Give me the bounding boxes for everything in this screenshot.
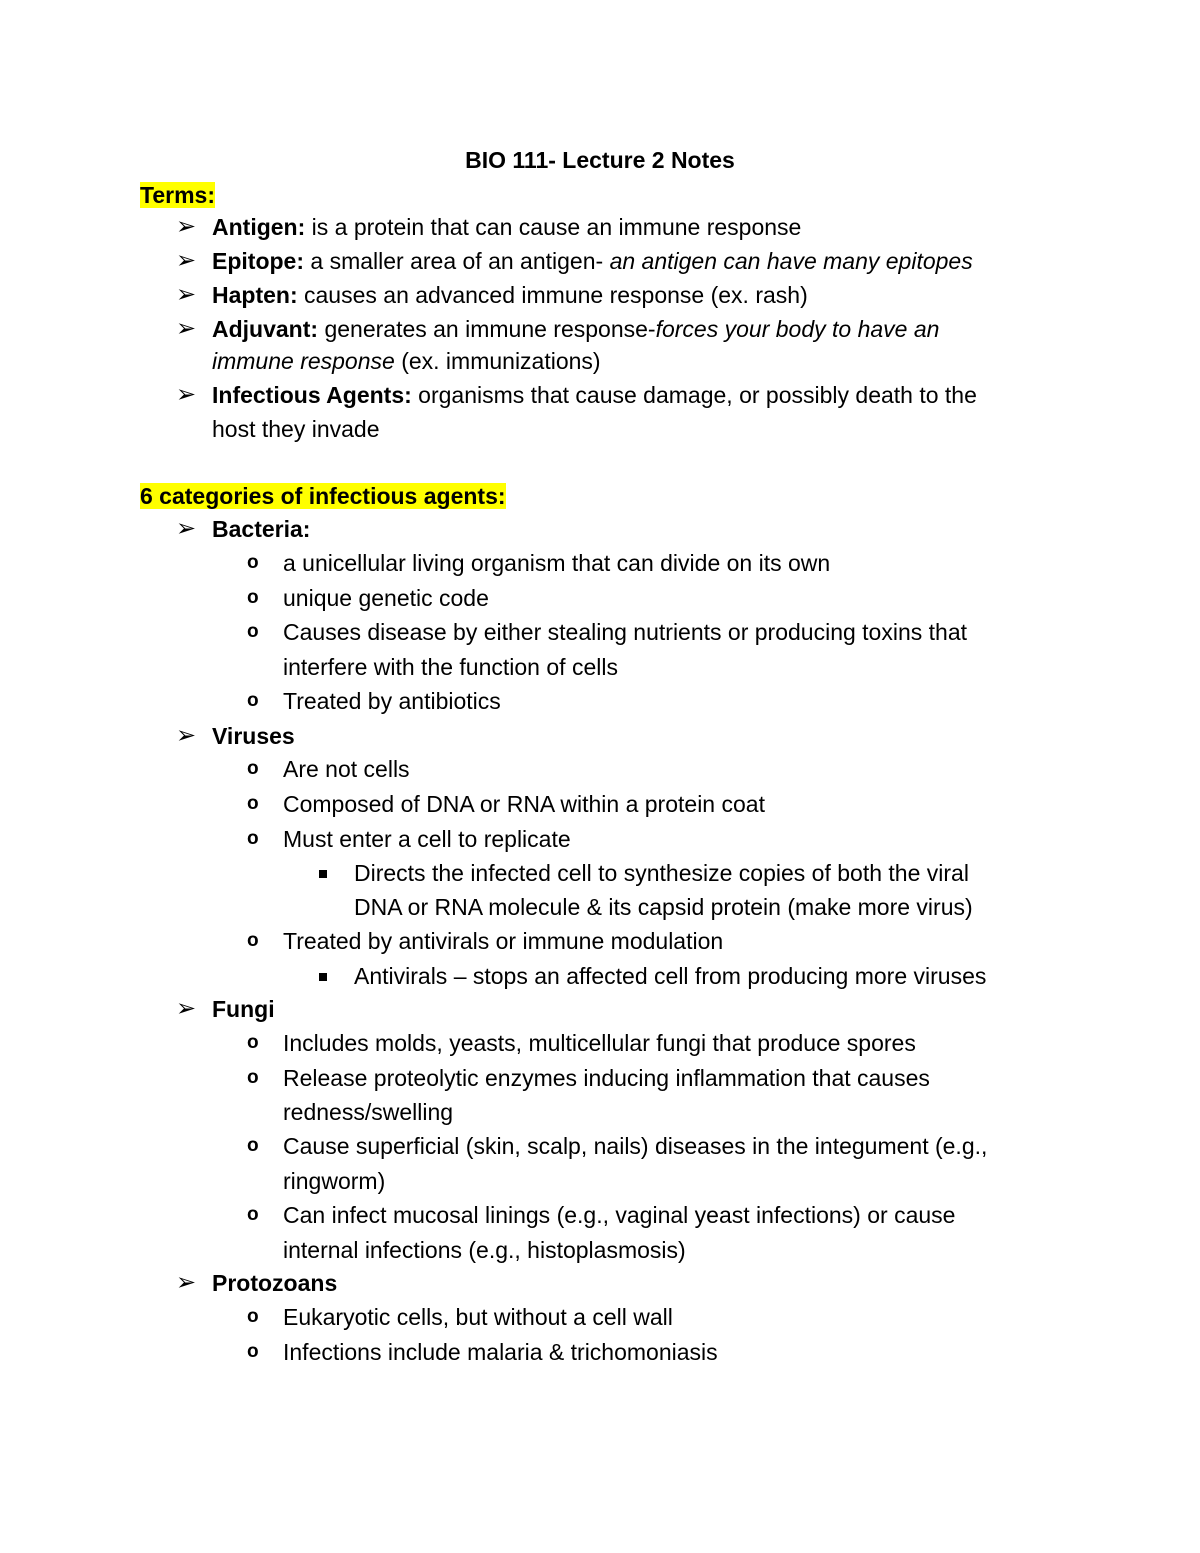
circle-bullet-icon: o: [247, 1341, 259, 1362]
list-item: Treated by antivirals or immune modulation: [283, 928, 724, 954]
arrow-bullet-icon: ➢: [176, 315, 197, 342]
circle-bullet-icon: o: [247, 828, 259, 849]
list-item: Treated by antibiotics: [283, 688, 501, 714]
list-item: Are not cells: [283, 756, 410, 782]
list-item: Includes molds, yeasts, multicellular fungi that produce spores: [283, 1030, 916, 1056]
list-item: Cause superficial (skin, scalp, nails) diseases in the integument (e.g.,: [283, 1133, 988, 1159]
list-item: Must enter a cell to replicate: [283, 826, 571, 852]
list-item: Release proteolytic enzymes inducing inflammation that causes: [283, 1065, 930, 1091]
arrow-bullet-icon: ➢: [176, 722, 197, 749]
list-item: Infections include malaria & trichomoniasis: [283, 1339, 718, 1365]
arrow-bullet-icon: ➢: [176, 381, 197, 408]
arrow-bullet-icon: ➢: [176, 247, 197, 274]
term-infectious-agents-cont: host they invade: [212, 416, 380, 442]
fungi-label: Fungi: [212, 996, 275, 1022]
terms-heading-text: Terms:: [140, 182, 215, 208]
list-item: Causes disease by either stealing nutrients or producing toxins that: [283, 619, 968, 645]
circle-bullet-icon: o: [247, 758, 259, 779]
arrow-bullet-icon: ➢: [176, 281, 197, 308]
viruses-label: Viruses: [212, 723, 295, 749]
page-title: BIO 111- Lecture 2 Notes: [465, 147, 735, 173]
list-item: interfere with the function of cells: [283, 654, 618, 680]
bacteria-label: Bacteria:: [212, 516, 311, 542]
circle-bullet-icon: o: [247, 552, 259, 573]
square-bullet-icon: [319, 870, 327, 878]
circle-bullet-icon: o: [247, 1032, 259, 1053]
categories-heading-text: 6 categories of infectious agents:: [140, 483, 506, 509]
term-antigen: Antigen: is a protein that can cause an immune response: [212, 214, 802, 240]
term-hapten: Hapten: causes an advanced immune response (ex. rash): [212, 282, 808, 308]
protozoans-label: Protozoans: [212, 1270, 338, 1296]
term-epitope: Epitope: a smaller area of an antigen- an antigen can have many epitopes: [212, 248, 973, 274]
circle-bullet-icon: o: [247, 930, 259, 951]
circle-bullet-icon: o: [247, 1204, 259, 1225]
list-item: a unicellular living organism that can divide on its own: [283, 550, 831, 576]
list-item: Eukaryotic cells, but without a cell wall: [283, 1304, 673, 1330]
circle-bullet-icon: o: [247, 587, 259, 608]
list-item: redness/swelling: [283, 1099, 454, 1125]
arrow-bullet-icon: ➢: [176, 213, 197, 240]
circle-bullet-icon: o: [247, 793, 259, 814]
term-adjuvant: Adjuvant: generates an immune response-forces your body to have an: [212, 316, 940, 342]
term-adjuvant-cont: immune response (ex. immunizations): [212, 348, 601, 374]
square-bullet-icon: [319, 973, 327, 981]
list-item: Antivirals – stops an affected cell from producing more viruses: [354, 963, 987, 989]
circle-bullet-icon: o: [247, 690, 259, 711]
list-item: DNA or RNA molecule & its capsid protein (make more virus): [354, 894, 973, 920]
list-item: Directs the infected cell to synthesize copies of both the viral: [354, 860, 969, 886]
circle-bullet-icon: o: [247, 1067, 259, 1088]
list-item: unique genetic code: [283, 585, 489, 611]
list-item: Composed of DNA or RNA within a protein coat: [283, 791, 765, 817]
circle-bullet-icon: o: [247, 1306, 259, 1327]
list-item: internal infections (e.g., histoplasmosis): [283, 1237, 686, 1263]
categories-heading: [140, 481, 506, 511]
terms-heading: [140, 180, 215, 210]
arrow-bullet-icon: ➢: [176, 515, 197, 542]
circle-bullet-icon: o: [247, 1135, 259, 1156]
list-item: ringworm): [283, 1168, 386, 1194]
list-item: Can infect mucosal linings (e.g., vaginal yeast infections) or cause: [283, 1202, 956, 1228]
arrow-bullet-icon: ➢: [176, 995, 197, 1022]
arrow-bullet-icon: ➢: [176, 1269, 197, 1296]
term-infectious-agents: Infectious Agents: organisms that cause damage, or possibly death to the: [212, 382, 977, 408]
circle-bullet-icon: o: [247, 621, 259, 642]
